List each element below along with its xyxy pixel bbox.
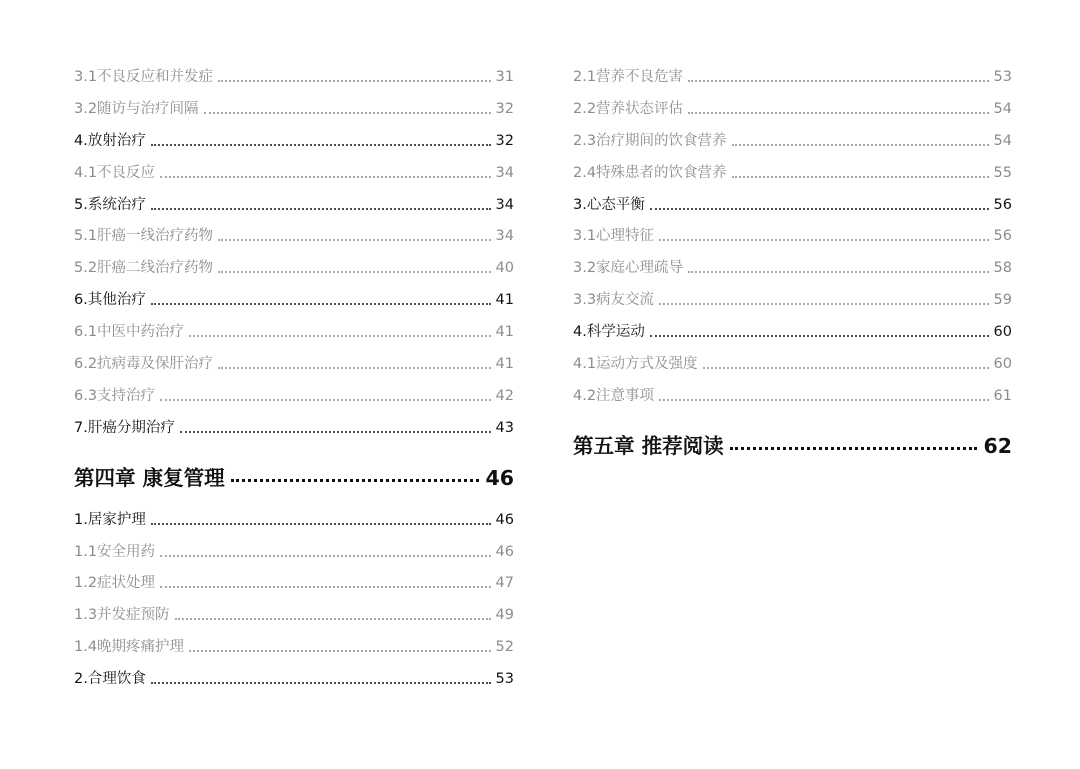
toc-entry-page-number: 49 xyxy=(495,607,514,624)
toc-entry-title: 第五章 推荐阅读 xyxy=(573,433,724,458)
toc-entry-title: 2.2营养状态评估 xyxy=(573,100,684,117)
toc-entry-page-number: 34 xyxy=(495,164,514,181)
toc-subsection-entry[interactable] xyxy=(573,94,1012,126)
dot-leader xyxy=(160,555,490,557)
dot-leader xyxy=(218,239,490,241)
toc-entry-title: 1.4晚期疼痛护理 xyxy=(74,639,185,656)
dot-leader xyxy=(151,144,491,146)
toc-entry-page-number: 52 xyxy=(495,639,514,656)
toc-entry-page-number: 34 xyxy=(495,228,514,245)
toc-entry-page-number: 40 xyxy=(495,260,514,277)
toc-subsection-entry[interactable] xyxy=(74,600,514,632)
dot-leader xyxy=(732,176,989,178)
toc-entry-title: 3.1心理特征 xyxy=(573,228,655,245)
dot-leader xyxy=(160,586,490,588)
dot-leader xyxy=(175,618,491,620)
toc-subsection-entry[interactable] xyxy=(74,537,514,569)
toc-entry-page-number: 53 xyxy=(993,69,1012,85)
toc-subsection-entry[interactable] xyxy=(74,94,514,126)
dot-leader xyxy=(688,80,988,82)
toc-entry-page-number: 47 xyxy=(495,575,514,592)
toc-section-entry[interactable] xyxy=(573,190,1012,222)
toc-entry-title: 3.心态平衡 xyxy=(573,196,645,213)
toc-entry-title: 2.合理饮食 xyxy=(74,671,146,688)
toc-subsection-entry[interactable] xyxy=(573,158,1012,190)
dot-leader xyxy=(688,271,988,273)
toc-subsection-entry[interactable] xyxy=(74,221,514,253)
toc-subsection-entry[interactable] xyxy=(573,62,1012,94)
dot-leader xyxy=(730,447,978,450)
toc-entry-page-number: 56 xyxy=(993,196,1012,213)
toc-subsection-entry[interactable] xyxy=(74,158,514,190)
toc-entry-title: 4.科学运动 xyxy=(573,324,645,341)
toc-subsection-entry[interactable] xyxy=(573,285,1012,317)
toc-entry-title: 3.2随访与治疗间隔 xyxy=(74,100,199,117)
toc-entry-page-number: 59 xyxy=(993,292,1012,309)
toc-subsection-entry[interactable] xyxy=(74,568,514,600)
dot-leader xyxy=(650,335,989,337)
toc-entry-title: 5.1肝癌一线治疗药物 xyxy=(74,228,214,245)
toc-entry-page-number: 54 xyxy=(993,100,1012,117)
toc-entry-page-number: 31 xyxy=(495,69,514,85)
toc-entry-title: 6.1中医中药治疗 xyxy=(74,324,185,341)
toc-section-entry[interactable] xyxy=(74,126,514,158)
toc-subsection-entry[interactable] xyxy=(573,349,1012,381)
dot-leader xyxy=(151,303,491,305)
dot-leader xyxy=(231,479,480,482)
toc-entry-page-number: 32 xyxy=(495,100,514,117)
dot-leader xyxy=(688,112,988,114)
toc-subsection-entry[interactable] xyxy=(573,253,1012,285)
toc-entry-page-number: 46 xyxy=(495,543,514,560)
toc-entry-page-number: 58 xyxy=(993,260,1012,277)
dot-leader xyxy=(218,80,490,82)
toc-subsection-entry[interactable] xyxy=(74,381,514,413)
toc-entry-title: 1.1安全用药 xyxy=(74,543,156,560)
toc-entry-title: 5.2肝癌二线治疗药物 xyxy=(74,260,214,277)
dot-leader xyxy=(218,271,490,273)
toc-column-left xyxy=(74,62,514,696)
toc-entry-title: 4.2注意事项 xyxy=(573,387,655,404)
toc-column-right xyxy=(573,62,1012,473)
dot-leader xyxy=(703,367,989,369)
toc-entry-title: 1.3并发症预防 xyxy=(74,607,170,624)
dot-leader xyxy=(659,399,988,401)
toc-entry-title: 4.1不良反应 xyxy=(74,164,156,181)
toc-entry-page-number: 62 xyxy=(983,433,1012,458)
toc-chapter-entry[interactable] xyxy=(74,451,514,505)
toc-chapter-entry[interactable] xyxy=(573,419,1012,473)
toc-subsection-entry[interactable] xyxy=(573,126,1012,158)
toc-entry-page-number: 42 xyxy=(495,387,514,404)
toc-subsection-entry[interactable] xyxy=(74,62,514,94)
toc-subsection-entry[interactable] xyxy=(74,317,514,349)
toc-entry-page-number: 41 xyxy=(495,324,514,341)
toc-entry-title: 第四章 康复管理 xyxy=(74,465,225,490)
toc-entry-title: 3.1不良反应和并发症 xyxy=(74,69,214,85)
toc-entry-title: 7.肝癌分期治疗 xyxy=(74,419,175,436)
toc-entry-page-number: 56 xyxy=(993,228,1012,245)
dot-leader xyxy=(650,208,989,210)
toc-entry-page-number: 60 xyxy=(993,324,1012,341)
dot-leader xyxy=(659,303,988,305)
toc-subsection-entry[interactable] xyxy=(573,221,1012,253)
toc-entry-page-number: 41 xyxy=(495,292,514,309)
toc-entry-title: 4.1运动方式及强度 xyxy=(573,356,698,373)
toc-entry-title: 3.3病友交流 xyxy=(573,292,655,309)
toc-entry-page-number: 54 xyxy=(993,132,1012,149)
toc-entry-title: 2.3治疗期间的饮食营养 xyxy=(573,132,727,149)
toc-entry-page-number: 34 xyxy=(495,196,514,213)
dot-leader xyxy=(151,523,491,525)
toc-entry-page-number: 61 xyxy=(993,387,1012,404)
toc-subsection-entry[interactable] xyxy=(74,349,514,381)
toc-entry-title: 5.系统治疗 xyxy=(74,196,146,213)
toc-section-entry[interactable] xyxy=(74,285,514,317)
dot-leader xyxy=(180,431,491,433)
toc-entry-page-number: 60 xyxy=(993,356,1012,373)
dot-leader xyxy=(189,650,490,652)
toc-subsection-entry[interactable] xyxy=(573,381,1012,413)
toc-subsection-entry[interactable] xyxy=(74,253,514,285)
toc-entry-title: 6.2抗病毒及保肝治疗 xyxy=(74,356,214,373)
toc-entry-page-number: 55 xyxy=(993,164,1012,181)
toc-section-entry[interactable] xyxy=(74,664,514,696)
dot-leader xyxy=(204,112,491,114)
toc-entry-page-number: 46 xyxy=(485,465,514,490)
toc-entry-title: 4.放射治疗 xyxy=(74,132,146,149)
toc-entry-title: 6.其他治疗 xyxy=(74,292,146,309)
toc-entry-page-number: 43 xyxy=(495,419,514,436)
dot-leader xyxy=(160,176,490,178)
toc-entry-title: 6.3支持治疗 xyxy=(74,387,156,404)
toc-entry-page-number: 41 xyxy=(495,356,514,373)
toc-section-entry[interactable] xyxy=(74,505,514,537)
toc-section-entry[interactable] xyxy=(573,317,1012,349)
toc-section-entry[interactable] xyxy=(74,190,514,222)
toc-entry-page-number: 53 xyxy=(495,671,514,688)
toc-entry-title: 1.居家护理 xyxy=(74,511,146,528)
toc-entry-title: 1.2症状处理 xyxy=(74,575,156,592)
dot-leader xyxy=(732,144,989,146)
dot-leader xyxy=(218,367,490,369)
toc-entry-title: 2.1营养不良危害 xyxy=(573,69,684,85)
toc-subsection-entry[interactable] xyxy=(74,632,514,664)
toc-entry-page-number: 32 xyxy=(495,132,514,149)
toc-section-entry[interactable] xyxy=(74,413,514,445)
dot-leader xyxy=(659,239,988,241)
toc-entry-page-number: 46 xyxy=(495,511,514,528)
dot-leader xyxy=(151,208,491,210)
toc-entry-title: 3.2家庭心理疏导 xyxy=(573,260,684,277)
toc-entry-title: 2.4特殊患者的饮食营养 xyxy=(573,164,727,181)
dot-leader xyxy=(160,399,490,401)
dot-leader xyxy=(151,682,491,684)
dot-leader xyxy=(189,335,490,337)
